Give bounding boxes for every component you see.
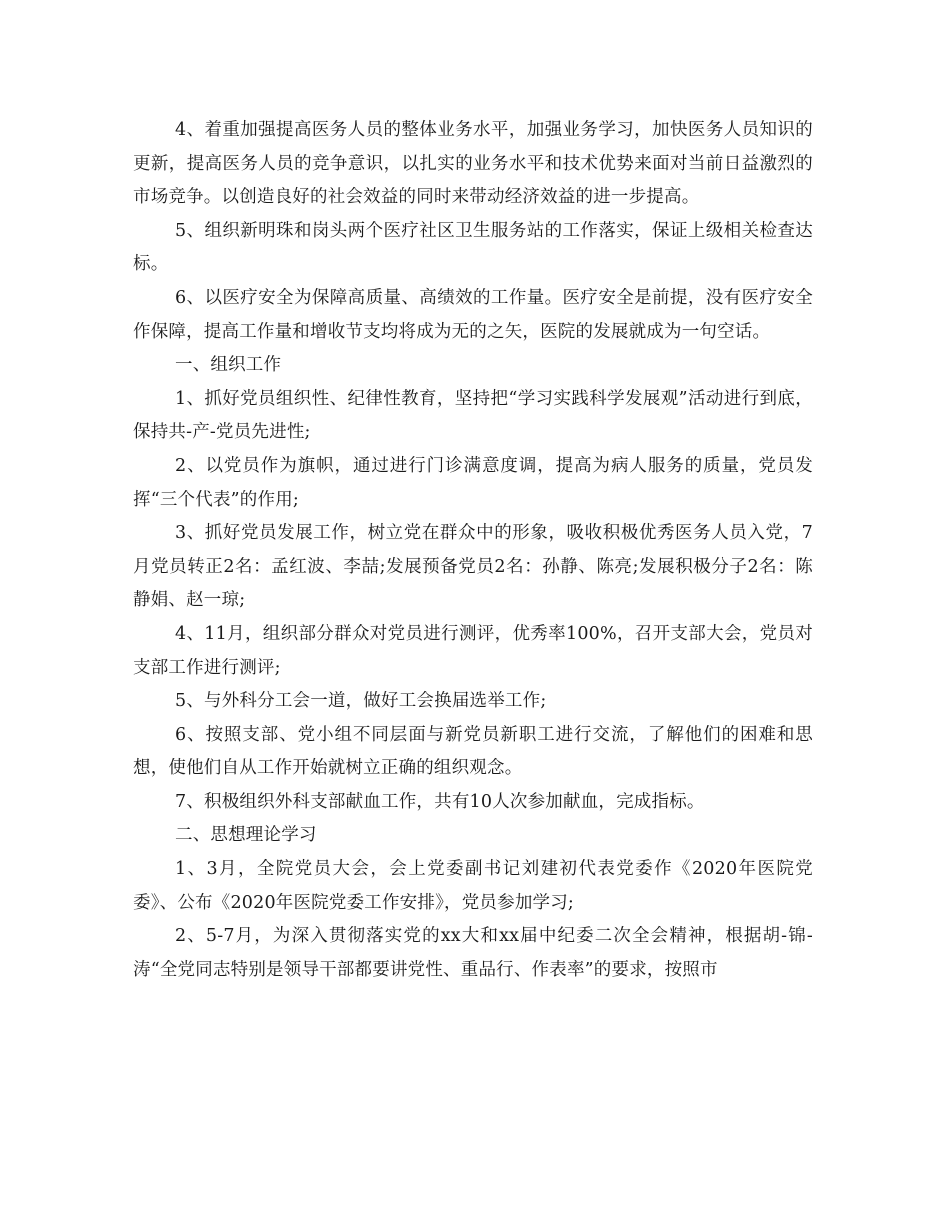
org-item-2: 2、以党员作为旗帜，通过进行门诊满意度调，提高为病人服务的质量，党员发挥“三个代表”的作用; xyxy=(133,455,813,510)
org-item-6: 6、按照支部、党小组不同层面与新党员新职工进行交流，了解他们的困难和思想，使他们自从工作开始就树立正确的组织观念。 xyxy=(133,724,813,779)
org-item-7: 7、积极组织外科支部献血工作，共有10人次参加献血，完成指标。 xyxy=(175,791,705,812)
paragraph-item-4: 4、着重加强提高医务人员的整体业务水平，加强业务学习，加快医务人员知识的更新，提高医务人员的竞争意识，以扎实的业务水平和技术优势来面对当前日益激烈的市场竞争。以创造良好的社会效益的同时来带动经济效益的进一步提高。 xyxy=(133,120,813,208)
paragraph-item-5: 5、组织新明珠和岗头两个医疗社区卫生服务站的工作落实，保证上级相关检查达标。 xyxy=(133,220,813,275)
org-item-3: 3、抓好党员发展工作，树立党在群众中的形象，吸收积极优秀医务人员入党，7月党员转正2名：孟红波、李喆;发展预备党员2名：孙静、陈亮;发展积极分子2名：陈静娟、赵一琼; xyxy=(133,523,813,611)
document-body xyxy=(133,114,813,987)
section-heading-organization: 一、组织工作 xyxy=(175,355,282,376)
org-item-4: 4、11月，组织部分群众对党员进行测评，优秀率100%，召开支部大会，党员对支部工作进行测评; xyxy=(133,623,813,678)
study-item-2: 2、5-7月，为深入贯彻落实党的xx大和xx届中纪委二次全会精神，根据胡-锦-涛“全党同志特别是领导干部都要讲党性、重品行、作表率”的要求，按照市 xyxy=(133,926,813,980)
section-heading-theory-study: 二、思想理论学习 xyxy=(175,825,317,846)
paragraph-item-6: 6、以医疗安全为保障高质量、高绩效的工作量。医疗安全是前提，没有医疗安全作保障，提高工作量和增收节支均将成为无的之矢，医院的发展就成为一句空话。 xyxy=(133,287,813,342)
study-item-1: 1、3月，全院党员大会，会上党委副书记刘建初代表党委作《2020年医院党委》、公布《2020年医院党委工作安排》，党员参加学习; xyxy=(133,859,813,913)
org-item-1: 1、抓好党员组织性、纪律性教育，坚持把“学习实践科学发展观”活动进行到底，保持共-产-党员先进性; xyxy=(133,388,813,443)
org-item-5: 5、与外科分工会一道，做好工会换届选举工作; xyxy=(175,691,547,712)
